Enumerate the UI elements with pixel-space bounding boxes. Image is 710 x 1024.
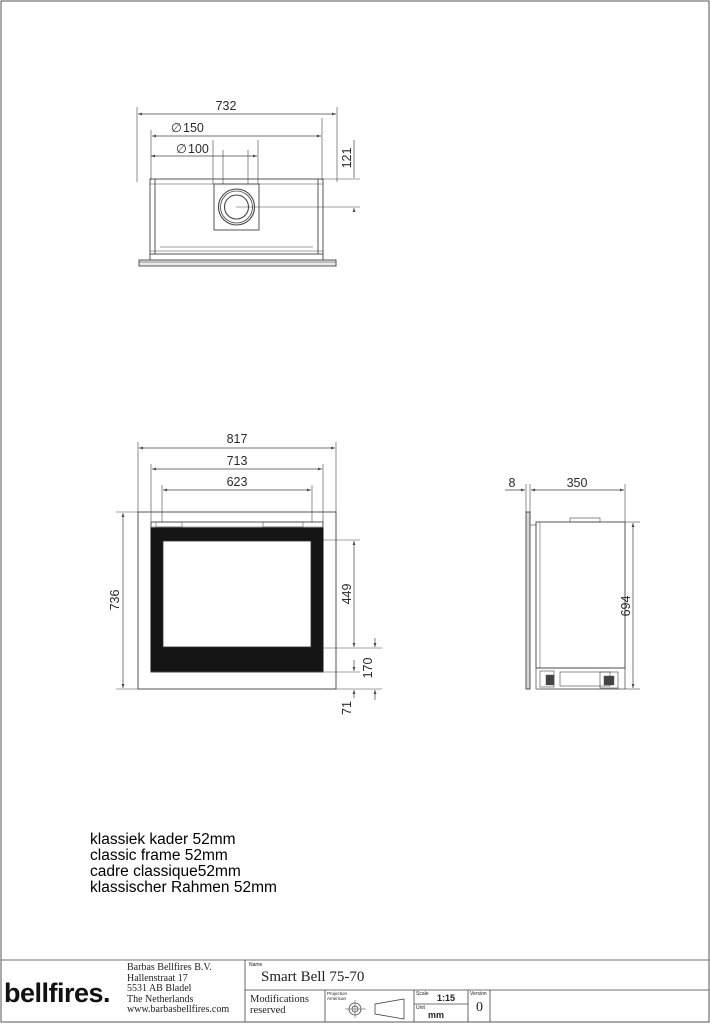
unit-label: Unit <box>416 1005 425 1011</box>
diameter-symbol-100: ∅ <box>176 142 187 156</box>
diameter-symbol-150: ∅ <box>171 121 182 135</box>
version-value: 0 <box>476 1000 483 1015</box>
bellfires-logo: bellfires. <box>4 978 111 1008</box>
company-website: www.barbasbellfires.com <box>127 1004 230 1016</box>
modifications-line-1: Modifications <box>250 994 309 1005</box>
version-label: Version <box>470 991 487 997</box>
unit-value: mm <box>428 1010 445 1020</box>
front-glass-opening <box>163 541 311 647</box>
projection-label-2: American <box>327 996 347 1001</box>
side-body <box>536 522 625 668</box>
note-line-en: classic frame 52mm <box>90 847 228 864</box>
scale-label: Scale <box>416 991 429 997</box>
company-city: 5531 AB Bladel <box>127 983 192 995</box>
company-name: Barbas Bellfires B.V. <box>127 962 212 973</box>
dim-label-732: 732 <box>215 99 237 113</box>
dim-label-121: 121 <box>340 147 354 169</box>
scale-value: 1:15 <box>437 993 456 1003</box>
dim-label-8: 8 <box>508 476 516 490</box>
dim-label-817: 817 <box>226 432 248 446</box>
dim-label-350: 350 <box>566 476 588 490</box>
side-view <box>505 484 640 689</box>
dim-label-694: 694 <box>619 595 633 617</box>
modifications-line-2: reserved <box>250 1005 286 1016</box>
note-line-nl: klassiek kader 52mm <box>90 831 236 848</box>
dim-label-449: 449 <box>340 583 354 605</box>
company-country: The Netherlands <box>127 993 194 1005</box>
top-view-body <box>150 179 323 254</box>
dim-label-100-group <box>176 142 209 156</box>
product-name: Smart Bell 75-70 <box>261 969 365 985</box>
dim-label-736: 736 <box>108 589 122 611</box>
dim-label-150-group <box>171 121 204 135</box>
name-label: Name <box>249 962 263 968</box>
note-line-de: klassischer Rahmen 52mm <box>90 879 277 896</box>
frame-notes <box>90 832 277 896</box>
note-line-fr: cadre classique52mm <box>90 863 241 880</box>
projection-symbol-icon <box>345 999 404 1019</box>
company-street: Hallenstraat 17 <box>127 972 188 984</box>
projection-label <box>327 991 347 1001</box>
modifications-reserved <box>250 994 309 1016</box>
dim-label-713: 713 <box>226 454 248 468</box>
top-view-front-plate <box>139 260 336 266</box>
company-address <box>127 963 229 1016</box>
dim-label-170: 170 <box>361 657 375 679</box>
dim-label-150: 150 <box>183 121 204 135</box>
side-frame-plate <box>526 512 530 689</box>
dim-label-623: 623 <box>226 475 248 489</box>
dim-label-71: 71 <box>340 701 354 715</box>
dim-label-100: 100 <box>188 142 209 156</box>
projection-label-1: Projection <box>327 991 348 996</box>
